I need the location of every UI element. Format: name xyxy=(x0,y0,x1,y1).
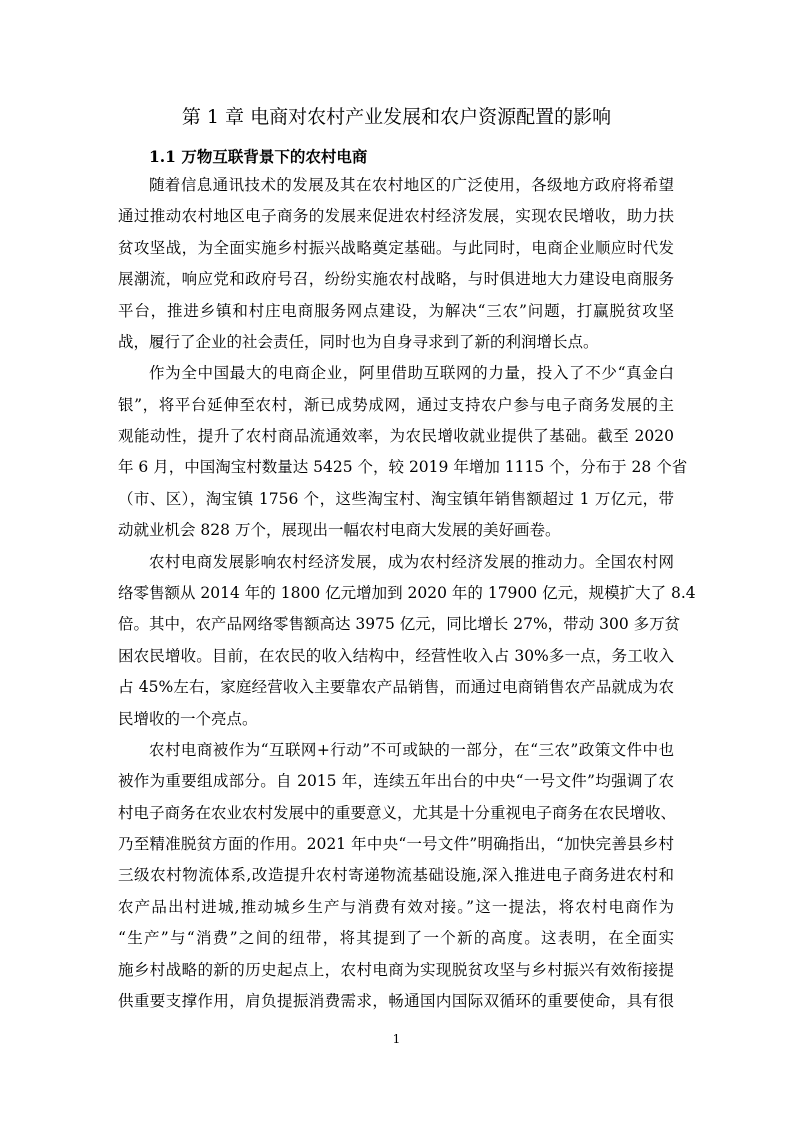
section-heading: 1.1 万物互联背景下的农村电商 xyxy=(149,147,368,166)
paragraph-3-line-4: 困农民增收。目前，在农民的收入结构中，经营性收入占 30%多一点，务工收入 xyxy=(118,647,674,665)
paragraph-2-line-2: 银”，将平台延伸至农村，渐已成势成网，通过支持农户参与电子商务发展的主 xyxy=(118,396,674,414)
paragraph-2-line-3: 观能动性，提升了农村商品流通效率，为农民增收就业提供了基础。截至 2020 xyxy=(118,427,674,445)
paragraph-2-line-1: 作为全中国最大的电商企业，阿里借助互联网的力量，投入了不少“真金白 xyxy=(149,364,674,382)
paragraph-4-line-5: 三级农村物流体系,改造提升农村寄递物流基础设施,深入推进电子商务进农村和 xyxy=(118,866,674,884)
paragraph-4-line-3: 村电子商务在农业农村发展中的重要意义，尤其是十分重视电子商务在农民增收、 xyxy=(118,804,677,822)
paragraph-3-line-2: 络零售额从 2014 年的 1800 亿元增加到 2020 年的 17900 亿元，规模扩大了 8.4 xyxy=(118,584,696,602)
paragraph-1-line-5: 平台，推进乡镇和村庄电商服务网点建设，为解决“三农”问题，打赢脱贫攻坚 xyxy=(118,302,674,320)
paragraph-3-line-5: 占 45%左右，家庭经营收入主要靠农产品销售，而通过电商销售农产品就成为农 xyxy=(118,678,674,696)
paragraph-2-line-4: 年 6 月，中国淘宝村数量达 5425 个，较 2019 年增加 1115 个，分布于 28 个省 xyxy=(118,458,688,476)
paragraph-3-line-1: 农村电商发展影响农村经济发展，成为农村经济发展的推动力。全国农村网 xyxy=(149,553,674,571)
paragraph-1-line-2: 通过推动农村地区电子商务的发展来促进农村经济发展，实现农民增收，助力扶 xyxy=(118,207,674,225)
paragraph-3-line-3: 倍。其中，农产品网络零售额高达 3975 亿元，同比增长 27%，带动 300 多万贫 xyxy=(118,615,681,633)
paragraph-1-line-6: 战，履行了企业的社会责任，同时也为自身寻求到了新的利润增长点。 xyxy=(118,333,599,351)
paragraph-4-line-2: 被作为重要组成部分。自 2015 年，连续五年出台的中央“一号文件”均强调了农 xyxy=(118,772,674,790)
paragraph-4-line-6: 农产品出村进城,推动城乡生产与消费有效对接。”这一提法，将农村电商作为 xyxy=(118,898,674,916)
paragraph-4-line-4: 乃至精准脱贫方面的作用。2021 年中央“一号文件”明确指出，“加快完善县乡村 xyxy=(118,835,674,853)
paragraph-1-line-1: 随着信息通讯技术的发展及其在农村地区的广泛使用，各级地方政府将希望 xyxy=(149,176,674,194)
paragraph-4-line-7: “生产”与“消费”之间的纽带，将其提到了一个新的高度。这表明，在全面实 xyxy=(118,929,674,947)
paragraph-4-line-8: 施乡村战略的新的历史起点上，农村电商为实现脱贫攻坚与乡村振兴有效衔接提 xyxy=(118,961,674,979)
paragraph-4-line-1: 农村电商被作为“互联网+行动”不可或缺的一部分，在“三农”政策文件中也 xyxy=(149,741,674,759)
paragraph-1-line-4: 展潮流，响应党和政府号召，纷纷实施农村战略，与时俱进地大力建设电商服务 xyxy=(118,270,674,288)
paragraph-3-line-6: 民增收的一个亮点。 xyxy=(118,710,258,728)
paragraph-2-line-5: （市、区），淘宝镇 1756 个，这些淘宝村、淘宝镇年销售额超过 1 万亿元，带 xyxy=(118,490,674,508)
paragraph-2-line-6: 动就业机会 828 万个，展现出一幅农村电商大发展的美好画卷。 xyxy=(118,521,561,539)
paragraph-4-line-9: 供重要支撑作用，肩负提振消费需求，畅通国内国际双循环的重要使命，具有很 xyxy=(118,992,674,1010)
chapter-title: 第 1 章 电商对农村产业发展和农户资源配置的影响 xyxy=(181,106,612,128)
page-number: 1 xyxy=(392,1032,401,1046)
paragraph-1-line-3: 贫攻坚战，为全面实施乡村振兴战略奠定基础。与此同时，电商企业顺应时代发 xyxy=(118,239,674,257)
